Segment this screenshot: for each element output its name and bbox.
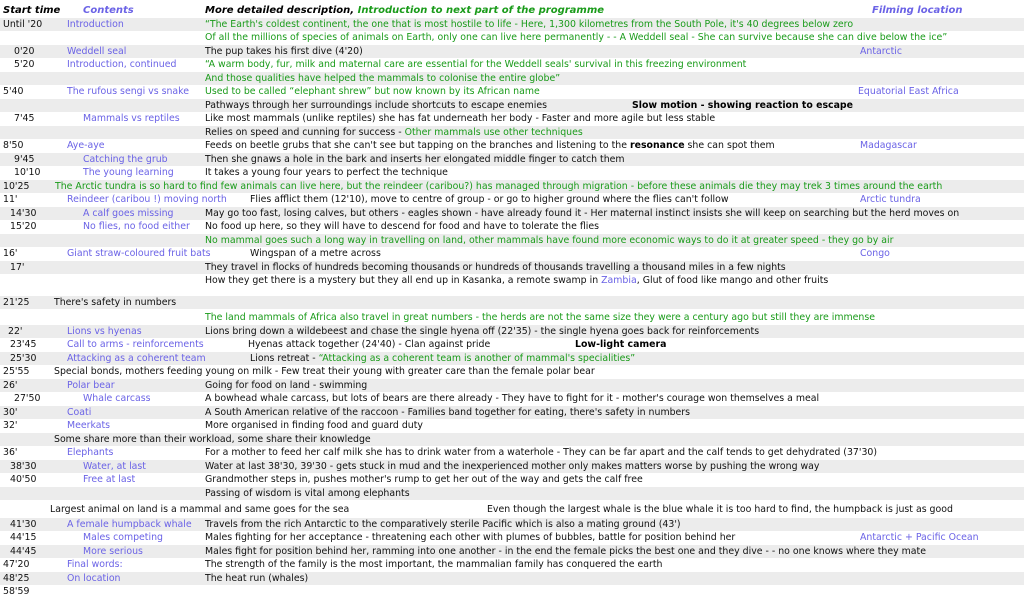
row-detail: A South American relative of the raccoon - Families band together for eating, there's safety in numbers (205, 406, 691, 418)
row-time: 21'25 (3, 297, 30, 308)
row-content: No flies, no food either (83, 221, 190, 232)
row-content: Meerkats (67, 420, 111, 431)
row-location: Equatorial East Africa (858, 86, 959, 97)
row-time: 23'45 (10, 339, 37, 350)
table-row (0, 58, 1024, 71)
row-detail: For a mother to feed her calf milk she has to drink water from a waterhole - They can be far apart and the calf tends to get dehydrated (37'30) (205, 447, 878, 458)
row-content: On location (67, 572, 121, 584)
row-content: Polar bear (67, 379, 115, 391)
table-row (0, 247, 1024, 260)
row-time: 40'50 (10, 474, 37, 485)
row-content: There's safety in numbers (54, 297, 177, 308)
row-time: 47'20 (3, 559, 30, 570)
row-content: Introduction (67, 18, 124, 30)
row-detail: The pup takes his first dive (4'20) (205, 45, 363, 57)
table-row (0, 352, 1024, 365)
row-content: Final words: (67, 559, 123, 570)
row-time: 10'25 (3, 180, 30, 192)
row-content: Catching the grub (83, 153, 168, 165)
row-time: 5'40 (3, 86, 24, 97)
header-row (0, 4, 1024, 17)
row-detail: Water at last 38'30, 39'30 - gets stuck in mud and the inexperienced mother only makes matters worse by pushing the wrong way (205, 460, 820, 472)
row-location: Madagascar (860, 140, 917, 151)
table-row (0, 460, 1024, 473)
row-time: 9'45 (14, 153, 35, 165)
row-time: 25'55 (3, 366, 30, 377)
header-detail-next: Introduction to next part of the programme (357, 5, 605, 16)
row-detail: Lions retreat - “Attacking as a coherent team is another of mammal's specialities” (250, 352, 636, 364)
table-row (0, 31, 1024, 44)
row-detail: More organised in finding food and guard duty (205, 420, 423, 431)
row-detail: Lions bring down a wildebeest and chase the single hyena off (22'35) - the single hyena goes back for reinforcements (205, 325, 760, 337)
row-content: Giant straw-coloured fruit bats (67, 248, 211, 259)
row-content: Lions vs hyenas (67, 325, 142, 337)
row-camera-note: Low-light camera (575, 339, 667, 350)
row-detail: Like most mammals (unlike reptiles) she has fat underneath her body - Faster and more agile but less stable (205, 113, 716, 124)
row-detail: Wingspan of a metre across (250, 248, 381, 259)
row-detail: Relies on speed and cunning for success - Other mammals use other techniques (205, 126, 583, 138)
row-location: Congo (860, 248, 890, 259)
row-detail: Passing of wisdom is vital among elephants (205, 487, 410, 499)
row-detail: A bowhead whale carcass, but lots of bears are there already - They have to fight for it - mother's courage won themselves a meal (205, 393, 820, 404)
row-detail: Pathways through her surroundings include shortcuts to escape enemies (205, 99, 548, 111)
row-detail: They travel in flocks of hundreds becoming thousands or hundreds of thousands travelling a thousand miles in a few nights (205, 261, 786, 273)
row-detail: How they get there is a mystery but they all end up in Kasanka, a remote swamp in Zambia, Glut of food like mango and other fruits (205, 275, 829, 286)
row-time: 22' (8, 325, 23, 337)
row-detail: Special bonds, mothers feeding young on milk - Few treat their young with greater care than the female polar bear (54, 366, 595, 377)
row-content: Mammals vs reptiles (83, 113, 180, 124)
row-time: 58'59 (3, 586, 30, 597)
table-row (0, 558, 1024, 571)
row-detail: Hyenas attack together (24'40) - Clan against pride (248, 339, 491, 350)
row-detail-right: Even though the largest whale is the blue whale it is too hard to find, the humpback is just as good (487, 504, 953, 515)
row-detail: No food up here, so they will have to descend for food and have to tolerate the flies (205, 221, 600, 232)
row-content: Males competing (83, 532, 163, 543)
table-row (0, 274, 1024, 287)
table-row (0, 296, 1024, 309)
row-time: 32' (3, 420, 18, 431)
table-row (0, 261, 1024, 274)
row-content: Water, at last (83, 460, 146, 472)
row-detail: It takes a young four years to perfect the technique (205, 167, 448, 178)
row-detail: Feeds on beetle grubs that she can't see but tapping on the branches and listening to the resonance she can spot them (205, 140, 775, 151)
row-detail: Flies afflict them (12'10), move to centre of group - or go to higher ground where the flies can't follow (250, 194, 729, 205)
row-time: 8'50 (3, 140, 24, 151)
table-row (0, 180, 1024, 193)
header-start-time: Start time (3, 5, 61, 16)
header-location: Filming location (872, 5, 963, 16)
row-time: 11' (3, 194, 18, 205)
row-time: 30' (3, 406, 18, 418)
table-row (0, 311, 1024, 324)
table-row (0, 45, 1024, 58)
table-row (0, 585, 1024, 598)
table-row (0, 379, 1024, 392)
table-row (0, 572, 1024, 585)
table-row (0, 85, 1024, 98)
row-time: 41'30 (10, 518, 37, 530)
row-location: Antarctic (860, 45, 903, 57)
row-content: Reindeer (caribou !) moving north (67, 194, 227, 205)
row-time: 16' (3, 248, 18, 259)
row-content: Introduction, continued (67, 59, 177, 70)
row-content: The rufous sengi vs snake (67, 86, 190, 97)
row-time: 48'25 (3, 572, 30, 584)
table-row (0, 518, 1024, 531)
table-row (0, 419, 1024, 432)
table-row (0, 365, 1024, 378)
row-detail: Males fighting for her acceptance - threatening each other with plumes of bubbles, battle for position behind her (205, 532, 736, 543)
row-detail: May go too fast, losing calves, but others - eagles shown - have already found it - Her maternal instinct insists she will keep on searching but the herd moves on (205, 207, 960, 219)
row-time: 44'45 (10, 545, 37, 557)
row-content: Call to arms - reinforcements (67, 339, 204, 350)
row-time: 17' (10, 261, 25, 273)
table-row (0, 18, 1024, 31)
row-detail: Males fight for position behind her, ramming into one another - in the end the female picks the best one and they dive - - no one knows where they mate (205, 545, 926, 557)
table-row (0, 207, 1024, 220)
row-location: Antarctic + Pacific Ocean (860, 532, 979, 543)
row-detail: “A warm body, fur, milk and maternal care are essential for the Weddell seals' survival in this freezing environment (205, 59, 747, 70)
table-row (0, 234, 1024, 247)
row-detail: And those qualities have helped the mammals to colonise the entire globe” (205, 72, 561, 84)
row-detail: Largest animal on land is a mammal and same goes for the sea (50, 504, 350, 515)
row-detail: Going for food on land - swimming (205, 379, 368, 391)
row-time: 25'30 (10, 352, 37, 364)
row-content: Weddell seal (67, 45, 127, 57)
row-content: More serious (83, 545, 143, 557)
row-content: Whale carcass (83, 393, 151, 404)
row-detail: Used to be called “elephant shrew” but now known by its African name (205, 86, 540, 97)
row-time: 15'20 (10, 221, 37, 232)
table-row (0, 220, 1024, 233)
table-row (0, 531, 1024, 544)
table-row (0, 433, 1024, 446)
row-detail: Of all the millions of species of animals on Earth, only one can live here permanently - - A Weddell seal - She can survive because she can dive below the ice” (205, 32, 948, 43)
table-row (0, 325, 1024, 338)
row-time: 10'10 (14, 167, 41, 178)
row-content: Aye-aye (67, 140, 105, 151)
row-content: A female humpback whale (67, 518, 192, 530)
table-row (0, 72, 1024, 85)
table-row (0, 193, 1024, 206)
table-row (0, 112, 1024, 125)
row-time: 26' (3, 379, 18, 391)
row-time: 7'45 (14, 113, 35, 124)
row-detail: No mammal goes such a long way in travelling on land, other mammals have found more economic ways to do it at greater speed - they go by air (205, 234, 894, 246)
table-row (0, 446, 1024, 459)
row-detail: The strength of the family is the most important, the mammalian family has conquered the earth (205, 559, 663, 570)
row-time: Until '20 (3, 18, 43, 30)
row-location: Arctic tundra (860, 194, 921, 205)
table-row (0, 545, 1024, 558)
table-row (0, 473, 1024, 486)
row-detail: The land mammals of Africa also travel in great numbers - the herds are not the same size they were a century ago but still they are immense (205, 312, 875, 323)
row-content: Free at last (83, 474, 136, 485)
row-content: Attacking as a coherent team (67, 352, 206, 364)
row-detail: The Arctic tundra is so hard to find few animals can live here, but the reindeer (caribou?) has managed through migration - before these animals die they may trek 3 times around the earth (55, 180, 943, 192)
table-row (0, 153, 1024, 166)
row-time: 44'15 (10, 532, 37, 543)
table-row (0, 503, 1024, 516)
table-row (0, 166, 1024, 179)
row-detail: Grandmother steps in, pushes mother's rump to get her out of the way and gets the calf free (205, 474, 643, 485)
row-time: 27'50 (14, 393, 41, 404)
table-row (0, 487, 1024, 500)
row-content: Elephants (67, 447, 114, 458)
row-camera-note: Slow motion - showing reaction to escape (632, 99, 854, 111)
row-detail: “The Earth's coldest continent, the one that is most hostile to life - Here, 1,300 kilometres from the South Pole, it's 40 degrees below zero (205, 18, 854, 30)
row-content: Coati (67, 406, 92, 418)
row-content: The young learning (83, 167, 174, 178)
row-time: 38'30 (10, 460, 37, 472)
table-row (0, 139, 1024, 152)
table-row (0, 126, 1024, 139)
row-time: 14'30 (10, 207, 37, 219)
row-time: 0'20 (14, 45, 35, 57)
table-row (0, 392, 1024, 405)
row-detail: Then she gnaws a hole in the bark and inserts her elongated middle finger to catch them (205, 153, 625, 165)
row-content: A calf goes missing (83, 207, 174, 219)
row-time: 36' (3, 447, 18, 458)
row-detail: Some share more than their workload, some share their knowledge (54, 433, 371, 445)
row-time: 5'20 (14, 59, 35, 70)
row-detail: Travels from the rich Antarctic to the comparatively sterile Pacific which is also a mating ground (43') (205, 518, 681, 530)
table-row (0, 338, 1024, 351)
header-detail: More detailed description, Introduction to next part of the programme (205, 5, 605, 16)
header-contents: Contents (83, 5, 134, 16)
row-detail: The heat run (whales) (205, 572, 309, 584)
table-row (0, 99, 1024, 112)
table-row (0, 406, 1024, 419)
